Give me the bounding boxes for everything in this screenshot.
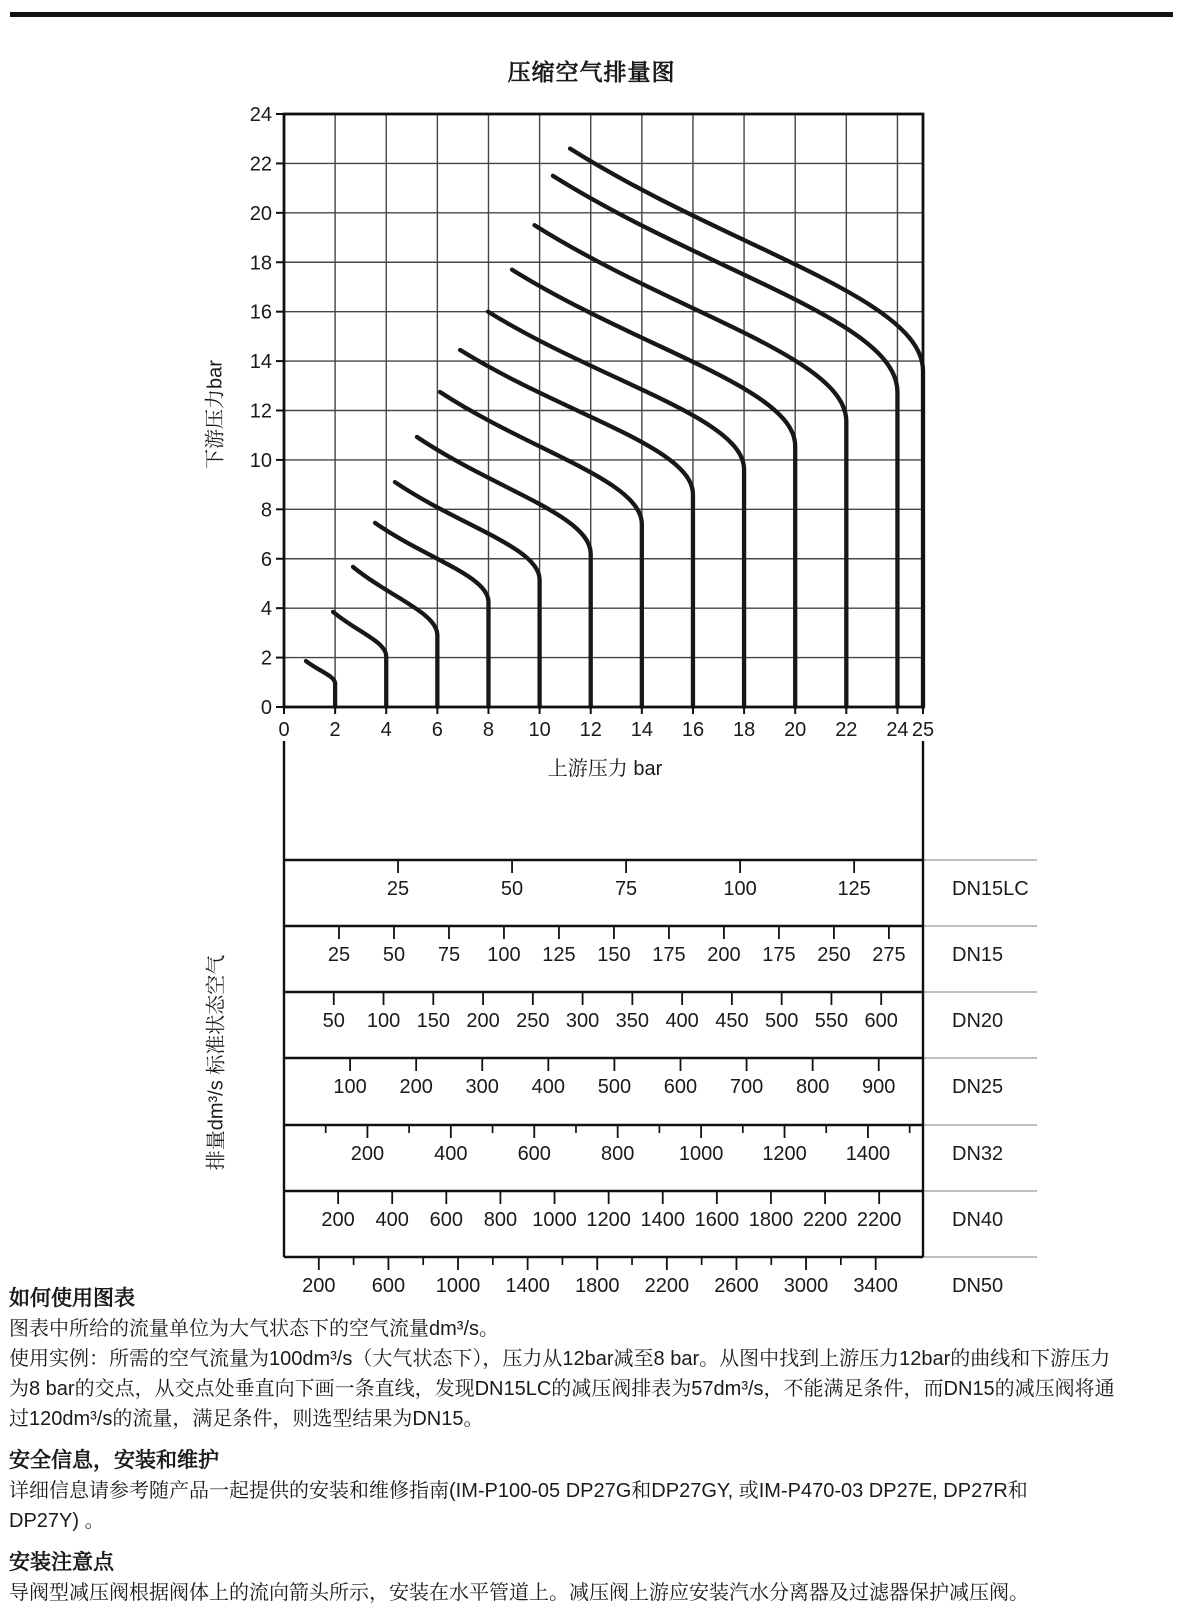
x-tick-label: 25: [911, 719, 935, 741]
scale-tick-label: 2200: [856, 1209, 902, 1231]
scale-tick-label: 100: [333, 1076, 367, 1098]
scale-tick-label: 175: [652, 944, 686, 966]
scale-tick-label: 800: [795, 1076, 830, 1098]
section-heading: 如何使用图表: [9, 1287, 135, 1310]
scale-tick-label: 500: [764, 1010, 799, 1032]
scale-tick-label: 600: [864, 1010, 898, 1032]
scale-tick-label: 2600: [714, 1275, 759, 1297]
x-axis-title: 上游压力 bar: [547, 758, 663, 780]
y-tick-label: 12: [249, 400, 272, 423]
flow-curve-drop-8bar: [375, 523, 488, 707]
scale-tick-label: 50: [322, 1010, 345, 1032]
scale-tick-label: 550: [814, 1010, 849, 1032]
y-tick-label: 22: [249, 153, 272, 176]
scale-tick-label: 100: [366, 1010, 401, 1032]
x-tick-label: 20: [784, 719, 807, 741]
scale-tick-label: 600: [371, 1275, 406, 1297]
scale-tick-label: 50: [382, 944, 406, 966]
flow-curve-drop-6bar: [353, 567, 437, 707]
scale-tick-label: 100: [487, 944, 521, 966]
y-tick-label: 10: [249, 449, 272, 472]
flow-scale-axis-title: 排量dm³/s 标准状态空气: [205, 954, 228, 1171]
scale-tick-label: 150: [597, 944, 631, 966]
x-tick-label: 4: [380, 719, 392, 741]
x-tick-label: 8: [482, 719, 495, 741]
section-line: 使用实例：所需的空气流量为100dm³/s（大气状态下），压力从12bar减至8 bar。从图中找到上游压力12bar的曲线和下游压力: [9, 1348, 1111, 1370]
section-line: DP27Y) 。: [9, 1510, 105, 1532]
flow-curve-drop-4bar: [333, 612, 386, 707]
page-title: 压缩空气排量图: [507, 59, 676, 85]
text-section: [9, 1284, 1177, 1434]
section-line: 为8 bar的交点，从交点处垂直向下画一条直线，发现DN15LC的减压阀排表为57dm³/s，不能满足条件，而DN15的减压阀将通: [9, 1378, 1115, 1400]
scale-tick-label: 300: [465, 1076, 499, 1098]
scale-tick-label: 175: [762, 944, 796, 966]
scale-tick-label: 1000: [532, 1209, 577, 1231]
y-tick-label: 24: [249, 104, 272, 126]
scale-tick-label: 1400: [640, 1209, 685, 1231]
y-tick-label: 8: [260, 499, 272, 522]
scale-tick-label: 200: [302, 1275, 336, 1297]
x-tick-label: 22: [835, 719, 858, 741]
scale-tick-label: 200: [321, 1209, 355, 1231]
y-tick-label: 16: [249, 301, 272, 324]
scale-tick-label: 1600: [694, 1209, 740, 1231]
scale-tick-label: 1800: [574, 1275, 620, 1297]
x-tick-label: 10: [528, 719, 551, 741]
y-tick-label: 4: [260, 598, 272, 621]
flow-curve-drop-10bar: [395, 482, 540, 707]
scale-tick-label: 150: [416, 1010, 450, 1032]
x-tick-label: 0: [278, 719, 290, 741]
scale-tick-label: 1800: [748, 1209, 794, 1231]
scale-tick-label: 3000: [783, 1275, 829, 1297]
dn-row-label: DN50: [952, 1275, 1004, 1297]
scale-tick-label: 400: [434, 1143, 468, 1165]
scale-tick-label: 2200: [802, 1209, 848, 1231]
scale-tick-label: 100: [723, 878, 757, 900]
x-tick-label: 24: [886, 719, 909, 741]
scale-tick-label: 600: [429, 1209, 464, 1231]
scale-tick-label: 75: [614, 878, 638, 900]
y-tick-label: 18: [249, 252, 272, 275]
scale-tick-label: 600: [517, 1143, 551, 1165]
scale-tick-label: 200: [399, 1076, 433, 1098]
scale-tick-label: 500: [597, 1076, 632, 1098]
scale-tick-label: 200: [466, 1010, 500, 1032]
y-tick-label: 14: [249, 351, 272, 374]
scale-tick-label: 300: [565, 1010, 600, 1032]
dn-row-label: DN25: [952, 1076, 1004, 1098]
section-line: 图表中所给的流量单位为大气状态下的空气流量dm³/s。: [9, 1318, 499, 1340]
scale-tick-label: 3400: [853, 1275, 898, 1297]
scale-tick-label: 800: [483, 1209, 518, 1231]
scale-tick-label: 800: [600, 1143, 635, 1165]
scale-tick-label: 1000: [678, 1143, 724, 1165]
dn-row-label: DN32: [952, 1143, 1004, 1165]
section-line: 过120dm³/s的流量，满足条件，则选型结果为DN15。: [9, 1408, 484, 1430]
y-axis-title: 下游压力bar: [204, 360, 227, 469]
dn-row-label: DN40: [952, 1209, 1004, 1231]
scale-tick-label: 700: [729, 1076, 764, 1098]
y-tick-label: 6: [260, 548, 272, 571]
scale-tick-label: 275: [872, 944, 906, 966]
section-heading: 安全信息，安装和维护: [9, 1449, 219, 1472]
x-tick-label: 14: [630, 719, 653, 741]
scale-tick-label: 900: [862, 1076, 896, 1098]
text-section: [9, 1548, 1177, 1608]
y-tick-label: 0: [260, 697, 272, 719]
scale-tick-label: 250: [516, 1010, 550, 1032]
x-tick-label: 18: [732, 719, 756, 741]
scale-tick-label: 350: [615, 1010, 650, 1032]
flow-curve-drop-12bar: [417, 437, 591, 707]
scale-tick-label: 200: [350, 1143, 385, 1165]
scale-tick-label: 1400: [505, 1275, 550, 1297]
y-tick-label: 20: [249, 202, 272, 225]
scale-tick-label: 450: [715, 1010, 749, 1032]
section-line: 导阀型减压阀根据阀体上的流向箭头所示，安装在水平管道上。减压阀上游应安装汽水分离器及过滤器保护减压阀。: [9, 1582, 1029, 1604]
section-line: 详细信息请参考随产品一起提供的安装和维修指南(IM-P100-05 DP27G和DP27GY, 或IM-P470-03 DP27E, DP27R和: [9, 1480, 1028, 1502]
scale-tick-label: 2200: [644, 1275, 690, 1297]
scale-tick-label: 75: [437, 944, 461, 966]
scale-tick-label: 125: [837, 878, 871, 900]
section-heading: 安装注意点: [9, 1551, 114, 1574]
scale-tick-label: 1200: [586, 1209, 631, 1231]
x-tick-label: 6: [431, 719, 443, 741]
x-tick-label: 12: [579, 719, 602, 741]
x-tick-label: 2: [329, 719, 341, 741]
flow-curve-drop-25bar: [570, 149, 923, 707]
text-section: [9, 1446, 1177, 1536]
scale-tick-label: 1000: [435, 1275, 481, 1297]
scale-tick-label: 1200: [762, 1143, 807, 1165]
scale-tick-label: 125: [542, 944, 576, 966]
x-tick-label: 16: [681, 719, 705, 741]
scale-tick-label: 50: [500, 878, 524, 900]
scale-tick-label: 250: [817, 944, 851, 966]
dn-row-label: DN20: [952, 1010, 1004, 1032]
flow-curve-drop-2bar: [306, 661, 335, 707]
scale-tick-label: 600: [663, 1076, 698, 1098]
text-sections: [9, 1284, 1177, 1608]
scale-tick-label: 400: [531, 1076, 566, 1098]
scale-tick-label: 400: [375, 1209, 409, 1231]
dn-row-label: DN15: [952, 944, 1004, 966]
scale-tick-label: 1400: [845, 1143, 891, 1165]
dn-row-label: DN15LC: [952, 878, 1029, 900]
scale-tick-label: 200: [707, 944, 741, 966]
scale-tick-label: 25: [386, 878, 410, 900]
y-tick-label: 2: [260, 647, 272, 670]
scale-tick-label: 25: [327, 944, 351, 966]
scale-tick-label: 400: [665, 1010, 699, 1032]
